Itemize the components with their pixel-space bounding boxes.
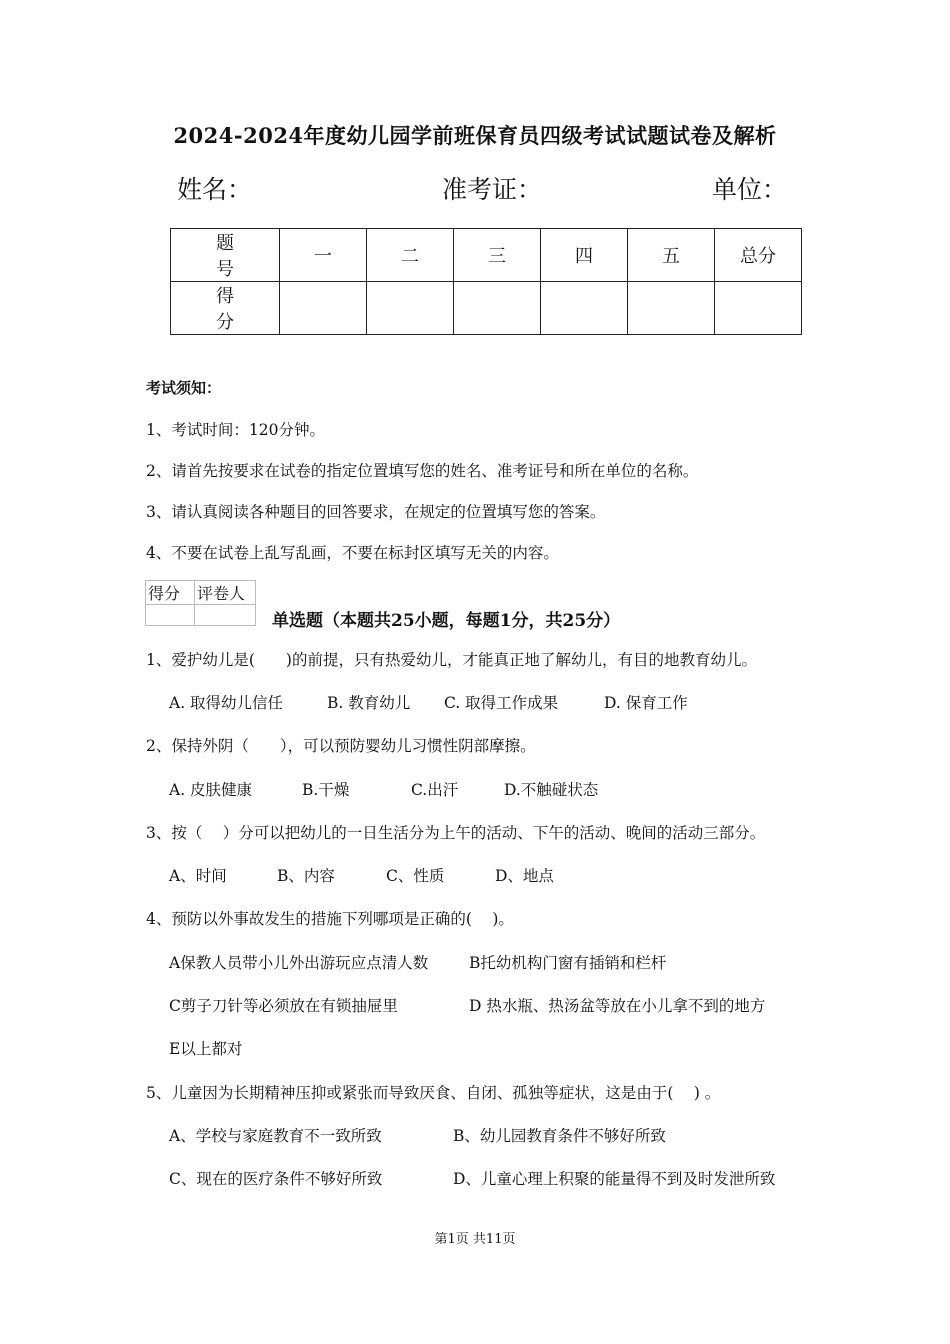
unit-field-label: 单位： <box>712 175 788 204</box>
answer-option[interactable]: A保教人员带小儿外出游玩应点清人数 <box>169 954 429 972</box>
answer-option[interactable]: A、学校与家庭教育不一致所致 <box>169 1127 382 1145</box>
answer-option[interactable]: B. 教育幼儿 <box>327 694 411 712</box>
answer-option[interactable]: D.不触碰状态 <box>504 781 599 799</box>
answer-option[interactable]: D 热水瓶、热汤盆等放在小儿拿不到的地方 <box>469 997 766 1015</box>
score-table-score-row <box>171 282 802 335</box>
column-header: 一 <box>280 229 367 282</box>
score-row-label: 得 分 <box>171 282 280 335</box>
answer-option[interactable]: A. 取得幼儿信任 <box>169 694 284 712</box>
score-cell[interactable] <box>367 282 454 335</box>
grader-score-cell[interactable] <box>146 605 195 626</box>
name-field-label: 姓名： <box>177 175 253 204</box>
answer-option[interactable]: C、性质 <box>386 867 445 885</box>
score-cell[interactable] <box>628 282 715 335</box>
grader-box <box>145 580 256 626</box>
page-footer: 第1页 共11页 <box>434 1232 516 1247</box>
score-cell-total[interactable] <box>715 282 802 335</box>
notice-item: 1、考试时间：120分钟。 <box>146 421 325 439</box>
answer-option[interactable]: C、现在的医疗条件不够好所致 <box>169 1170 383 1188</box>
question-stem: 5、儿童因为长期精神压抑或紧张而导致厌食、自闭、孤独等症状，这是由于( ) 。 <box>146 1084 721 1102</box>
grader-reviewer-cell[interactable] <box>195 605 256 626</box>
section-title: 单选题（本题共25小题，每题1分，共25分） <box>272 611 621 631</box>
answer-option[interactable]: C剪子刀针等必须放在有锁抽屉里 <box>169 997 398 1015</box>
answer-option[interactable]: B、幼儿园教育条件不够好所致 <box>453 1127 666 1145</box>
answer-option[interactable]: C. 取得工作成果 <box>444 694 559 712</box>
column-header-total: 总分 <box>715 229 802 282</box>
grader-reviewer-label: 评卷人 <box>195 581 256 605</box>
score-cell[interactable] <box>454 282 541 335</box>
question-stem: 2、保持外阴（ ），可以预防婴幼儿习惯性阴部摩擦。 <box>146 737 536 755</box>
exam-id-field-label: 准考证： <box>442 175 543 204</box>
answer-option[interactable]: D. 保育工作 <box>604 694 688 712</box>
answer-option[interactable]: B、内容 <box>277 867 335 885</box>
question-stem: 4、预防以外事故发生的措施下列哪项是正确的( )。 <box>146 910 514 928</box>
score-cell[interactable] <box>280 282 367 335</box>
answer-option[interactable]: E以上都对 <box>169 1040 243 1058</box>
notice-item: 2、请首先按要求在试卷的指定位置填写您的姓名、准考证号和所在单位的名称。 <box>146 462 699 480</box>
column-header: 二 <box>367 229 454 282</box>
answer-option[interactable]: B.干燥 <box>302 781 350 799</box>
score-cell[interactable] <box>541 282 628 335</box>
notice-title: 考试须知： <box>146 379 222 397</box>
answer-option[interactable]: A. 皮肤健康 <box>169 781 253 799</box>
grader-score-label: 得分 <box>146 581 195 605</box>
question-stem: 1、爱护幼儿是( )的前提，只有热爱幼儿，才能真正地了解幼儿，有目的地教育幼儿。 <box>146 651 757 669</box>
column-header: 五 <box>628 229 715 282</box>
notice-item: 3、请认真阅读各种题目的回答要求，在规定的位置填写您的答案。 <box>146 503 606 521</box>
document-title: 2024-2024年度幼儿园学前班保育员四级考试试题试卷及解析 <box>173 123 777 148</box>
answer-option[interactable]: D、儿童心理上积聚的能量得不到及时发泄所致 <box>453 1170 776 1188</box>
question-stem: 3、按（ ）分可以把幼儿的一日生活分为上午的活动、下午的活动、晚间的活动三部分。 <box>146 824 766 842</box>
answer-option[interactable]: A、时间 <box>169 867 227 885</box>
score-table-header-row <box>171 229 802 282</box>
answer-option[interactable]: C.出汗 <box>411 781 459 799</box>
question-number-label: 题 号 <box>171 229 280 282</box>
answer-option[interactable]: D、地点 <box>495 867 554 885</box>
notice-item: 4、不要在试卷上乱写乱画，不要在标封区填写无关的内容。 <box>146 544 559 562</box>
score-table <box>170 228 802 335</box>
column-header: 三 <box>454 229 541 282</box>
column-header: 四 <box>541 229 628 282</box>
answer-option[interactable]: B托幼机构门窗有插销和栏杆 <box>469 954 667 972</box>
